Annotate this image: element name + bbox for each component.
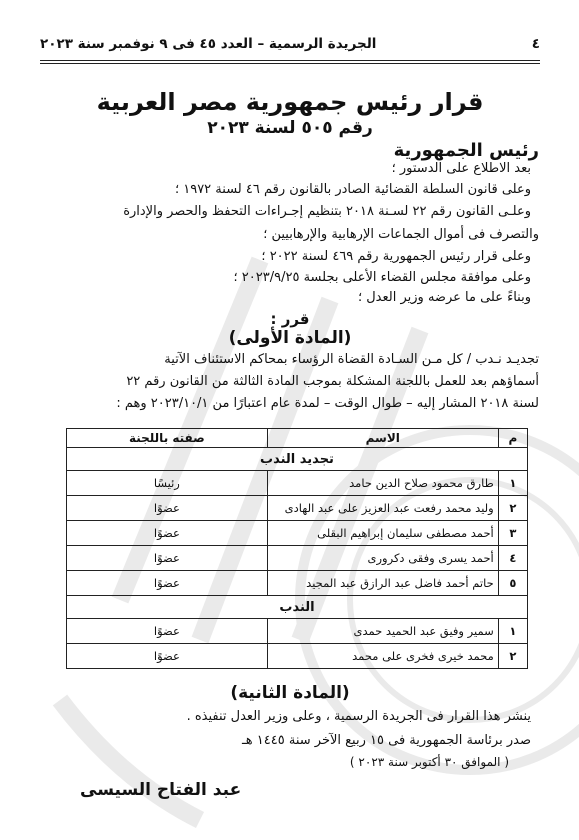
row-role: رئيسًا [67,471,268,496]
row-name: طارق محمود صلاح الدين حامد [267,471,498,496]
row-role: عضوًا [67,571,268,596]
table-row [67,619,528,644]
article-one-line: تجديـد نـدب / كل مـن السـادة القضاة الرؤساء بمحاكم الاستئناف الآتية [164,352,539,367]
decree-title: قرار رئيس جمهورية مصر العربية [96,88,484,116]
table-row [67,644,528,669]
row-role: عضوًا [67,546,268,571]
judges-table [66,428,528,669]
running-header [40,36,540,58]
issuer-heading: رئيس الجمهورية [393,140,539,161]
row-number: ١ [498,471,527,496]
article-one-line: أسماؤهم بعد للعمل باللجنة المشكلة بموجب المادة الثالثة من القانون رقم ٢٢ [126,374,539,389]
preamble-line: وعلى قرار رئيس الجمهورية رقم ٤٦٩ لسنة ٢٠٢٢ ؛ [261,249,531,264]
preamble-line: وعلى قانون السلطة القضائية الصادر بالقانون رقم ٤٦ لسنة ١٩٧٢ ؛ [174,182,531,197]
row-name: حاتم أحمد فاضل عبد الرازق عبد المجيد [267,571,498,596]
table-row [67,471,528,496]
row-name: وليد محمد رفعت عبد العزيز على عبد الهادى [267,496,498,521]
article-two-heading: (المادة الثانية) [230,683,350,703]
row-number: ٢ [498,644,527,669]
row-number: ٣ [498,521,527,546]
article-one-heading: (المادة الأولى) [228,328,352,348]
table-section-title: تجديد الندب [67,448,528,471]
running-title: الجريدة الرسمية – العدد ٤٥ فى ٩ نوفمبر سنة ٢٠٢٣ [40,36,377,52]
row-name: أحمد يسرى وفقى دكرورى [267,546,498,571]
header-rule-bottom [40,63,540,64]
article-two-line: ينشر هذا القرار فى الجريدة الرسمية ، وعلى وزير العدل تنفيذه . [186,709,531,724]
decree-number: رقم ٥٠٥ لسنة ٢٠٢٣ [207,118,373,138]
table-row [67,496,528,521]
table-header-role: صفته باللجنة [67,429,268,448]
row-name: أحمد مصطفى سليمان إبراهيم البقلى [267,521,498,546]
page-number: ٤ [531,36,540,52]
table-header-number: م [498,429,527,448]
table-section-title: الندب [67,596,528,619]
decided-heading: قرر : [270,310,310,328]
preamble-line: وبناءً على ما عرضه وزير العدل ؛ [357,290,531,305]
row-role: عضوًا [67,521,268,546]
header-rule-top [40,60,540,61]
row-name: سمير وفيق عبد الحميد حمدى [267,619,498,644]
preamble-line: والتصرف فى أموال الجماعات الإرهابية والإرهابيين ؛ [263,227,539,242]
row-number: ١ [498,619,527,644]
preamble-line: بعد الاطلاع على الدستور ؛ [391,161,531,176]
row-number: ٢ [498,496,527,521]
table-row [67,546,528,571]
row-name: محمد خيرى فخرى على محمد [267,644,498,669]
table-row [67,571,528,596]
article-two-line: صدر برئاسة الجمهورية فى ١٥ ربيع الآخر سنة ١٤٤٥ هـ [241,733,531,748]
row-role: عضوًا [67,619,268,644]
row-role: عضوًا [67,644,268,669]
table-header-name: الاسم [267,429,498,448]
article-two-line: ( الموافق ٣٠ أكتوبر سنة ٢٠٢٣ ) [349,755,509,769]
article-one-line: لسنة ٢٠١٨ المشار إليه – طوال الوقت – لمدة عام اعتبارًا من ٢٠٢٣/١٠/١ وهم : [116,396,539,411]
preamble-line: وعلى موافقة مجلس القضاء الأعلى بجلسة ٢٠٢٣/٩/٢٥ ؛ [233,270,531,285]
row-number: ٥ [498,571,527,596]
row-role: عضوًا [67,496,268,521]
table-row [67,521,528,546]
preamble-line: وعلـى القانون رقم ٢٢ لسـنة ٢٠١٨ بتنظيم إجـراءات التحفظ والحصر والإدارة [123,204,531,219]
row-number: ٤ [498,546,527,571]
president-signature: عبد الفتاح السيسى [80,780,242,800]
